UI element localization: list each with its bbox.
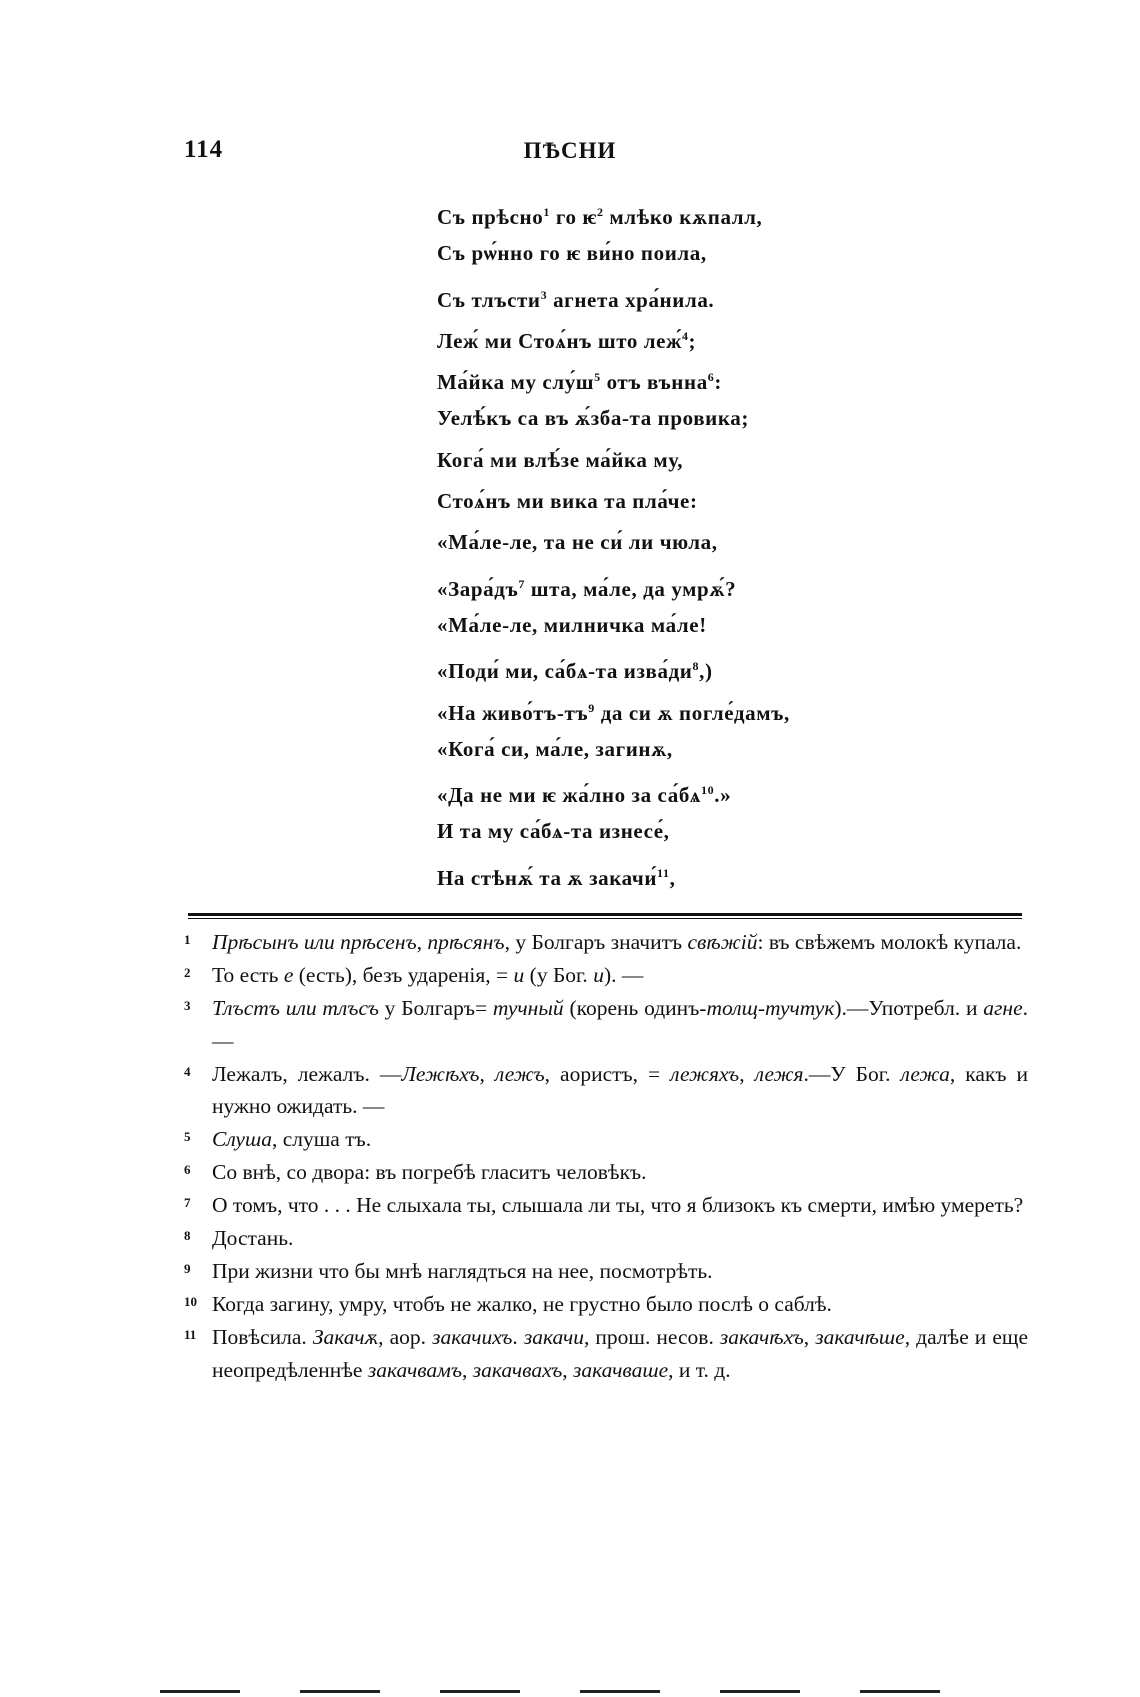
running-head: ПѢСНИ <box>523 138 617 163</box>
footnote-italic: свѣжій <box>687 930 758 954</box>
footnote-ref: 6 <box>707 370 715 385</box>
verse-text: да си ѫ погле́дамъ, <box>594 700 790 725</box>
verse-text: го ѥ <box>549 205 597 229</box>
footnote-run: , <box>462 1357 473 1382</box>
footnote <box>178 1123 1028 1156</box>
footnote <box>178 1156 1028 1189</box>
footnote-run: , <box>479 1061 495 1086</box>
footnote-text <box>212 1222 1028 1255</box>
footnote-italic: е <box>283 963 294 987</box>
footnote-italic: закачихъ <box>432 1325 513 1349</box>
footnote-italic: Тлъстъ или тлъсъ <box>212 996 379 1020</box>
verse-text: «Кога́ си, ма́ле, загинѫ, <box>437 736 673 761</box>
verse-text: «Да не ми ѥ жа́лно за са́бѧ <box>437 783 702 808</box>
footnote-text <box>212 992 1028 1057</box>
verse-line <box>437 605 957 646</box>
footnote-run: .—У Бог. <box>803 1061 901 1086</box>
footnote-run: Повѣсила. <box>212 1325 313 1349</box>
verse-text: отъ вънна <box>600 370 708 395</box>
footnote-number: 7 <box>184 1195 191 1210</box>
footnote-ref: 4 <box>681 328 689 343</box>
footnote <box>178 992 1028 1057</box>
footnote-italic: закачвахъ <box>472 1357 563 1382</box>
verse-text: «Поди́ ми, са́бѧ-та изва́ди <box>437 659 693 684</box>
footnote-run: у Болгаръ= <box>378 996 493 1020</box>
footnote-run: , далѣе и еще неопредѣленнѣе <box>212 1325 1029 1382</box>
footnote-number: 1 <box>184 932 191 947</box>
verse-block <box>437 192 957 894</box>
footnote-run: О томъ, что . . . Не слыхала ты, слышала ли ты, что я близокъ къ смерти, имѣю умереть? <box>212 1193 1024 1217</box>
footnote-italic: Прѣсынъ или прѣсенъ, прѣсянъ <box>212 930 505 954</box>
footnote-number: 2 <box>184 965 191 980</box>
footnote-italic: лежяхъ <box>670 1061 740 1086</box>
verse-line <box>437 357 957 398</box>
footnote-run: , аористъ, = <box>544 1061 671 1086</box>
footnote-run: , аор. <box>378 1325 433 1349</box>
footnote-run: . <box>512 1325 524 1349</box>
footnote-run: То есть <box>212 963 284 987</box>
verse-line <box>437 770 957 811</box>
footnote <box>178 1222 1028 1255</box>
footnote-run: , <box>739 1061 755 1086</box>
edge-mark <box>860 1690 940 1693</box>
footnote-number: 5 <box>184 1129 191 1144</box>
verse-line <box>437 316 957 357</box>
footnote-run: Когда загину, умру, чтобъ не жалко, не грустно было послѣ о саблѣ. <box>212 1292 832 1316</box>
footnote-italic: лежа <box>900 1061 950 1086</box>
verse-line <box>437 853 957 894</box>
verse-text: Стоѧ́нъ ми вика та пла́че: <box>437 489 698 514</box>
verse-line <box>437 688 957 729</box>
footnote-text <box>212 1156 1028 1189</box>
footnote-text <box>212 1255 1028 1288</box>
edge-mark <box>160 1690 240 1693</box>
verse-text: Ма́йка му слу́ш <box>437 370 595 395</box>
footnote-ref: 3 <box>540 287 548 302</box>
footnote-italic: закачи <box>523 1325 584 1349</box>
footnote-run: Достань. <box>212 1226 294 1250</box>
verse-text: , <box>669 865 676 890</box>
verse-text: агнета хра́нила. <box>547 287 715 312</box>
verse-line <box>437 564 957 605</box>
footnote-italic: Лежѣхъ <box>401 1061 480 1086</box>
footnote-number: 11 <box>184 1327 197 1342</box>
edge-mark <box>720 1690 800 1693</box>
footnote-run: ).—Употребл. и <box>834 996 984 1020</box>
verse-text: Уелѣ́къ са въ ѫ́зба-та провика; <box>437 406 749 431</box>
footnote-number: 10 <box>184 1294 197 1309</box>
footnote-text <box>212 1288 1028 1321</box>
footnote-italic: Слуша <box>212 1127 272 1151</box>
footnote-italic: закачваше <box>573 1357 669 1382</box>
verse-line <box>437 646 957 687</box>
bottom-edge-marks <box>160 1690 1060 1694</box>
footnote-run: .— <box>212 996 1028 1053</box>
footnote-ref: 5 <box>594 370 601 385</box>
footnote <box>178 1255 1028 1288</box>
footnote-text <box>212 959 1028 992</box>
footnote-text <box>212 1189 1028 1222</box>
footnote-italic: тучный <box>492 996 564 1020</box>
verse-text: : <box>714 370 722 395</box>
verse-text: И та му са́бѧ-та изнесе́, <box>437 819 670 844</box>
footnote <box>178 1321 1028 1386</box>
footnote-text <box>212 1123 1028 1156</box>
verse-text: шта, ма́ле, да умрѫ́? <box>524 576 737 601</box>
footnote <box>178 959 1028 992</box>
footnote-run: (у Бог. <box>524 963 594 987</box>
verse-line <box>437 275 957 316</box>
footnote-run: , у Болгаръ значитъ <box>504 930 688 954</box>
footnote-run: , и т. д. <box>668 1357 731 1382</box>
verse-text: Съ тлъсти <box>437 287 541 312</box>
footnote-run: , прош. несов. <box>583 1325 720 1349</box>
verse-text: Леж́ ми Стоѧ́нъ што леж́ <box>437 328 682 353</box>
verse-line <box>437 192 957 233</box>
footnote-number: 8 <box>184 1228 191 1243</box>
footnote-ref: 8 <box>692 659 700 674</box>
footnote-italic: и <box>513 963 525 987</box>
verse-text: «На живо́тъ-тъ <box>437 700 589 725</box>
footnote-run: , <box>803 1325 816 1349</box>
footnote-italic: агне <box>983 996 1023 1020</box>
footnote-run: , <box>562 1357 574 1382</box>
verse-text: Кога́ ми влѣ́зе ма́йка му, <box>437 447 684 472</box>
footnote-number: 6 <box>184 1162 191 1177</box>
footnote-italic: Закачѫ <box>312 1325 379 1349</box>
verse-text: На стѣнѫ́ та ѫ закачи́ <box>437 865 658 890</box>
footnote-rule <box>188 913 1022 919</box>
verse-line <box>437 522 957 563</box>
footnote-number: 9 <box>184 1261 191 1276</box>
page-number: 114 <box>184 136 224 163</box>
footnote <box>178 1288 1028 1321</box>
footnote-text <box>212 1058 1028 1123</box>
footnote-run: (есть), безъ ударенія, = <box>293 963 514 987</box>
verse-line <box>437 398 957 439</box>
footnote <box>178 1058 1028 1123</box>
footnote-italic: и <box>593 963 604 987</box>
footnotes-block <box>178 926 1028 1387</box>
verse-text: «Ма́ле-ле, та не си́ ли чюла, <box>437 530 718 555</box>
verse-text: ,) <box>699 659 713 684</box>
verse-line <box>437 440 957 481</box>
footnote <box>178 1189 1028 1222</box>
footnote-run: Лежалъ, лежалъ. — <box>212 1061 402 1086</box>
footnote-run: ). — <box>603 963 644 987</box>
footnote-run: При жизни что бы мнѣ наглядться на нее, посмотрѣть. <box>212 1259 713 1283</box>
footnote-ref: 10 <box>701 783 715 798</box>
footnote-ref: 1 <box>543 205 550 219</box>
footnote-italic: закачѣше <box>815 1325 905 1349</box>
footnote-run: , слуша тъ. <box>271 1127 372 1151</box>
verse-text: млѣко кѫпалл, <box>603 205 763 229</box>
verse-line <box>437 729 957 770</box>
footnote-italic: лежя <box>754 1061 804 1086</box>
verse-text: ; <box>688 328 697 353</box>
verse-text: Съ прѣсно <box>437 205 544 229</box>
footnote-ref: 7 <box>518 576 525 591</box>
edge-mark <box>580 1690 660 1693</box>
footnote-run: : въ свѣжемъ молокѣ купала. <box>757 930 1022 954</box>
footnote-run: , какъ и нужно ожидать. — <box>212 1061 1029 1118</box>
footnote-italic: лежъ <box>494 1061 545 1086</box>
footnote <box>178 926 1028 959</box>
footnote-run: Со внѣ, со двора: въ погребѣ гласитъ человѣкъ. <box>212 1160 647 1184</box>
footnote-text <box>212 1321 1028 1386</box>
verse-line <box>437 481 957 522</box>
verse-text: Съ рѡ́нно го ѥ ви́но поила, <box>437 241 707 266</box>
verse-text: .» <box>714 783 732 808</box>
footnote-text <box>212 926 1028 959</box>
edge-mark <box>300 1690 380 1693</box>
footnote-run: (корень одинъ- <box>563 996 707 1020</box>
verse-text: «Ма́ле-ле, милничка ма́ле! <box>437 612 707 637</box>
verse-line <box>437 811 957 852</box>
footnote-ref: 2 <box>596 205 604 219</box>
footnote-ref: 11 <box>657 865 670 880</box>
edge-mark <box>440 1690 520 1693</box>
footnote-ref: 9 <box>588 700 595 715</box>
footnote-italic: закачвамъ <box>367 1357 463 1382</box>
verse-text: «Зара́дъ <box>437 576 519 601</box>
footnote-number: 4 <box>184 1063 191 1079</box>
footnote-italic: толщ-тучтук <box>706 996 835 1020</box>
footnote-number: 3 <box>184 998 191 1013</box>
footnote-italic: закачѣхъ <box>719 1325 804 1349</box>
verse-line <box>437 233 957 274</box>
